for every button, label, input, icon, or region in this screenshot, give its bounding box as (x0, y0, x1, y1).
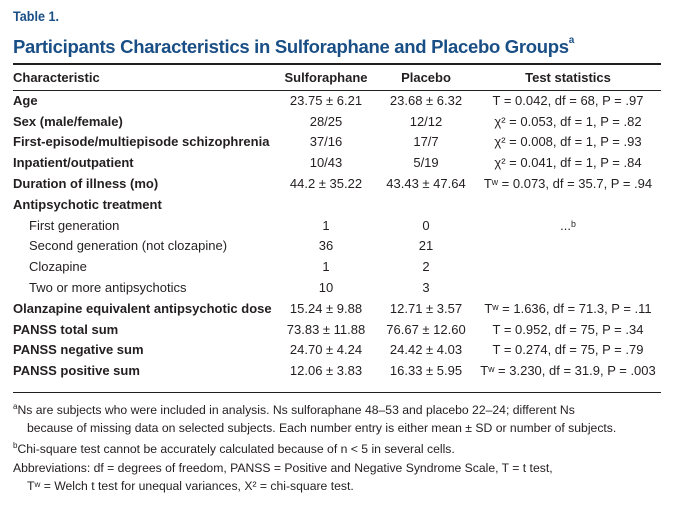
row-label: PANSS positive sum (13, 363, 140, 379)
footnote-b (13, 437, 661, 458)
cell-placebo: 0 (422, 217, 430, 233)
table-row (13, 90, 661, 111)
row-label: First-episode/multiepisode schizophrenia (13, 134, 270, 150)
abbreviations-line1: Abbreviations: df = degrees of freedom, PANSS = Positive and Negative Syndrome Scale, T = t test, (13, 460, 553, 475)
table-row (13, 360, 661, 381)
table-row (13, 194, 661, 215)
row-label: PANSS negative sum (13, 342, 144, 358)
cell-sulforaphane: 24.70 ± 4.24 (289, 342, 363, 358)
table-title (13, 36, 574, 58)
cell-sulforaphane: 28/25 (309, 113, 343, 129)
row-label: Two or more antipsychotics (29, 280, 187, 296)
table-row (13, 298, 661, 319)
table-row (13, 256, 661, 277)
row-label: Sex (male/female) (13, 113, 123, 129)
table-header-row (13, 64, 661, 90)
table-body (13, 90, 661, 381)
cell-sulforaphane: 10 (318, 280, 334, 296)
row-label: Inpatient/outpatient (13, 155, 134, 171)
table-row (13, 277, 661, 298)
table-row (13, 319, 661, 340)
cell-sulforaphane: 36 (318, 238, 334, 254)
cell-test-statistics (475, 277, 661, 298)
cell-sulforaphane: 10/43 (309, 155, 343, 171)
table-row (13, 340, 661, 361)
row-label: PANSS total sum (13, 321, 119, 337)
table-row (13, 111, 661, 132)
cell-placebo (377, 194, 475, 215)
footnote-b-mark: b (13, 441, 18, 451)
table-row (13, 132, 661, 153)
characteristics-table (13, 64, 661, 381)
cell-sulforaphane: 1 (322, 259, 330, 275)
row-label: Second generation (not clozapine) (29, 238, 228, 254)
abbreviations-line2: Tʷ = Welch t test for unequal variances, Χ² = chi-square test. (27, 478, 354, 493)
cell-sulforaphane: 44.2 ± 35.22 (289, 176, 363, 192)
cell-placebo: 2 (422, 259, 430, 275)
cell-placebo: 12.71 ± 3.57 (389, 300, 463, 316)
cell-placebo: 21 (418, 238, 434, 254)
col-header-sulforaphane: Sulforaphane (284, 69, 368, 85)
cell-test-statistics: Tʷ = 1.636, df = 71.3, P = .11 (484, 300, 652, 316)
cell-sulforaphane: 37/16 (309, 134, 343, 150)
cell-test-statistics: T = 0.952, df = 75, P = .34 (492, 321, 644, 337)
cell-placebo: 76.67 ± 12.60 (386, 321, 466, 337)
cell-test-statistics (475, 256, 661, 277)
cell-placebo: 12/12 (409, 113, 443, 129)
row-label: Duration of illness (mo) (13, 176, 159, 192)
footnote-a (13, 398, 661, 419)
table-row (13, 236, 661, 257)
table-row (13, 215, 661, 236)
cell-test-statistics: χ² = 0.053, df = 1, P = .82 (494, 113, 642, 129)
cell-sulforaphane: 73.83 ± 11.88 (286, 321, 366, 337)
cell-sulforaphane (275, 194, 377, 215)
cell-placebo: 16.33 ± 5.95 (389, 363, 463, 379)
row-label: Antipsychotic treatment (13, 196, 162, 212)
cell-test-statistics: ...ᵇ (560, 217, 576, 233)
cell-sulforaphane: 15.24 ± 9.88 (289, 300, 363, 316)
cell-placebo: 23.68 ± 6.32 (389, 92, 463, 108)
row-label: First generation (29, 217, 120, 233)
cell-placebo: 17/7 (413, 134, 439, 150)
cell-sulforaphane: 1 (322, 217, 330, 233)
table-row (13, 173, 661, 194)
footnotes (13, 398, 661, 495)
col-header-characteristic: Characteristic (13, 69, 100, 85)
cell-placebo: 3 (422, 280, 430, 296)
cell-test-statistics: χ² = 0.008, df = 1, P = .93 (494, 134, 642, 150)
cell-test-statistics: T = 0.274, df = 75, P = .79 (492, 342, 644, 358)
cell-placebo: 24.42 ± 4.03 (389, 342, 463, 358)
title-footnote-mark: a (568, 35, 575, 46)
row-label: Age (13, 92, 38, 108)
cell-test-statistics: Tʷ = 0.073, df = 35.7, P = .94 (483, 176, 653, 192)
cell-test-statistics: Tʷ = 3.230, df = 31.9, P = .003 (480, 363, 656, 379)
bottom-rule (13, 392, 661, 393)
table-label: Table 1. (13, 8, 59, 24)
cell-test-statistics: χ² = 0.041, df = 1, P = .84 (494, 155, 642, 171)
col-header-test-statistics: Test statistics (525, 69, 611, 85)
cell-placebo: 5/19 (413, 155, 439, 171)
cell-sulforaphane: 23.75 ± 6.21 (289, 92, 363, 108)
row-label: Clozapine (29, 259, 87, 275)
table-title-text: Participants Characteristics in Sulforaphane and Placebo Groups (13, 36, 569, 57)
table-row (13, 152, 661, 173)
footnote-a-mark: a (13, 402, 18, 411)
cell-test-statistics: T = 0.042, df = 68, P = .97 (492, 92, 644, 108)
row-label: Olanzapine equivalent antipsychotic dose (13, 300, 272, 316)
footnote-a-line2: because of missing data on selected subjects. Each number entry is either mean ± SD or number of subjects. (27, 421, 617, 436)
footnote-a-line1: Ns are subjects who were included in analysis. Ns sulforaphane 48–53 and placebo 22–24; different Ns (17, 403, 575, 418)
cell-test-statistics (475, 236, 661, 257)
col-header-placebo: Placebo (401, 69, 451, 85)
footnote-b-text: Chi-square test cannot be accurately calculated because of n < 5 in several cells. (17, 442, 455, 457)
cell-placebo: 43.43 ± 47.64 (386, 176, 466, 192)
cell-test-statistics (475, 194, 661, 215)
cell-sulforaphane: 12.06 ± 3.83 (289, 363, 363, 379)
